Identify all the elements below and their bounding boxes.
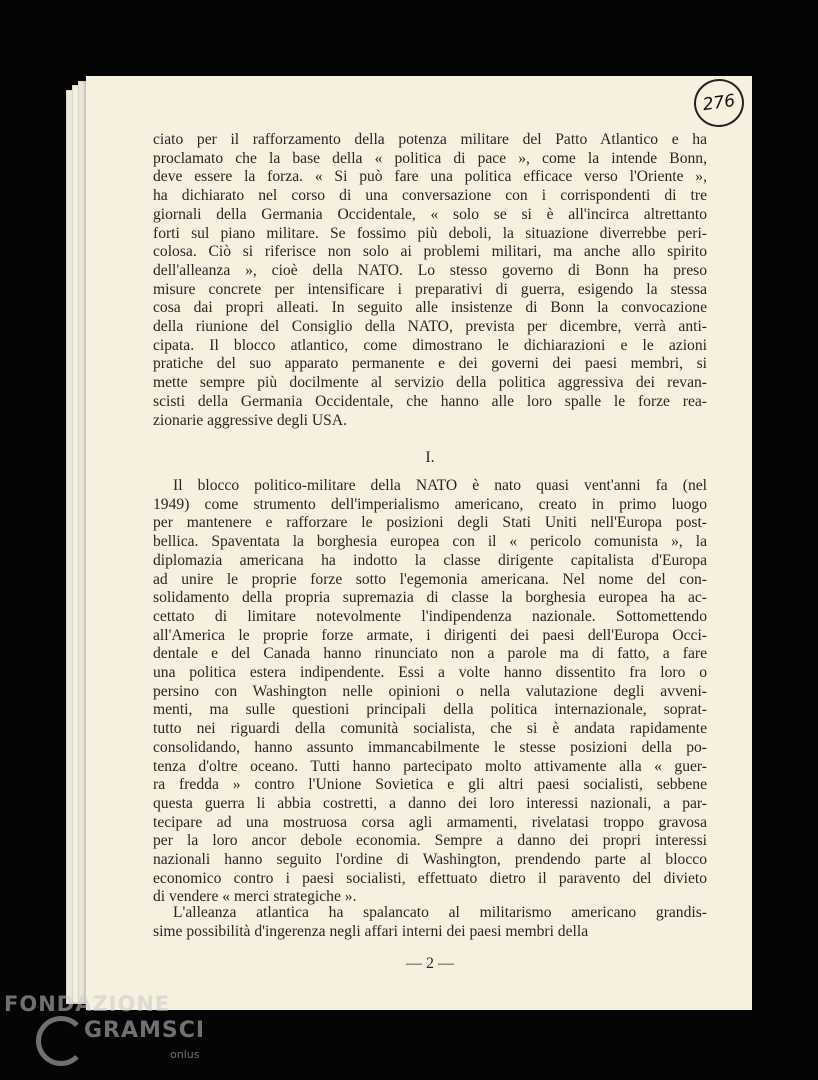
text-line: menti, ma sulle questioni principali della politica internazionale, soprat- (153, 701, 707, 719)
text-line: pratiche del suo apparato permanente e dei governi dei paesi membri, si (153, 355, 707, 373)
text-line: zionarie aggressive degli USA. (153, 411, 348, 429)
text-line: misure concrete per intensificare i preparativi di guerra, esigendo la stessa (153, 280, 707, 298)
archive-watermark (4, 990, 204, 1070)
text-line: cipata. Il blocco atlantico, come dimostrano le dichiarazioni e le azioni (153, 336, 707, 354)
text-line: ad unire le proprie forze sotto l'egemonia americana. Nel nome del con- (153, 570, 707, 588)
paragraph-nato-origins (153, 477, 707, 907)
watermark-main-text: GRAMSCI (84, 1018, 206, 1043)
text-line: Il blocco politico-militare della NATO è nato quasi vent'anni fa (nel (173, 477, 707, 494)
text-line: colosa. Ciò si riferisce non solo ai problemi militari, ma anche allo spirito (153, 243, 707, 261)
watermark-sub-text: onlus (170, 1048, 200, 1061)
text-line: per mantenere e rafforzare le posizioni degli Stati Uniti nell'Europa post- (153, 514, 707, 532)
text-line: L'alleanza atlantica ha spalancato al militarismo americano grandis- (173, 904, 707, 921)
paragraph-continuation (153, 131, 707, 430)
text-line: ra fredda » contro l'Unione Sovietica e gli altri paesi socialisti, sebbene (153, 776, 707, 794)
text-line: dell'alleanza », cioè della NATO. Lo stesso governo di Bonn ha preso (153, 261, 707, 279)
text-line: all'America le proprie forze armate, i dirigenti dei paesi dell'Europa Occi- (153, 626, 707, 644)
text-line: nazionali hanno seguito l'ordine di Washington, prendendo parte al blocco (153, 851, 707, 869)
watermark-top-text: FONDAZIONE (4, 992, 171, 1016)
text-line: cosa dai propri alleati. In seguito alle insistenze di Bonn la convocazione (153, 299, 707, 317)
text-line: bellica. Spaventata la borghesia europea con il « pericolo comunista », la (153, 533, 707, 551)
text-line: proclamato che la base della « politica di pace », come la intende Bonn, (153, 149, 707, 167)
text-line: solidamento della propria supremazia di classe la borghesia europea ha ac- (153, 589, 707, 607)
text-line: tutto nei riguardi della comunità socialista, che si è andata rapidamente (153, 720, 707, 738)
text-line: della riunione del Consiglio della NATO, prevista per dicembre, verrà anti- (153, 318, 707, 336)
text-line: una politica estera indipendente. Essi a volte hanno dissentito fra loro o (153, 664, 707, 682)
section-heading: I. (425, 449, 435, 466)
paragraph-alliance (153, 904, 707, 941)
text-line: persino con Washington nelle opinioni o nella valutazione degli avveni- (153, 682, 707, 700)
text-line: ciato per il rafforzamento della potenza militare del Patto Atlantico e ha (153, 131, 707, 148)
text-line: tenza d'oltre oceano. Tutti hanno partecipato molto attivamente alla « guer- (153, 757, 707, 775)
text-line: per la loro ancor debole economia. Sempre a danno dei propri interessi (153, 832, 707, 850)
text-line: dentale e del Canada hanno rinunciato non a parole ma di fatto, a fare (153, 645, 707, 663)
text-line: scisti della Germania Occidentale, che hanno alle loro spalle le forze rea- (153, 392, 707, 410)
text-line: forti sul piano militare. Se fossimo più deboli, la situazione diverrebbe peri- (153, 224, 707, 242)
text-line: 1949) come strumento dell'imperialismo americano, creato in primo luogo (153, 495, 707, 513)
text-line: giornali della Germania Occidentale, « solo se si è all'incirca altrettanto (153, 205, 707, 223)
text-line: mette sempre più docilmente al servizio della politica aggressiva dei revan- (153, 374, 707, 392)
footer-page-number: — 2 — (406, 955, 454, 972)
text-line: tecipare ad una mostruosa corsa agli armamenti, rivelatasi troppo gravosa (153, 813, 707, 831)
text-line: diplomazia americana ha indotto la classe dirigente capitalista d'Europa (153, 551, 707, 569)
text-line: economico contro i paesi socialisti, effettuato dietro il paravento del divieto (153, 869, 707, 887)
text-line: cettato di limitare notevolmente l'indipendenza nazionale. Sottomettendo (153, 607, 707, 625)
text-line: di vendere « merci strategiche ». (153, 888, 357, 906)
text-line: consolidando, hanno assunto immancabilmente le stesse posizioni della po- (153, 738, 707, 756)
stamp-number: 276 (701, 90, 737, 116)
text-line: ha dichiarato nel corso di una conversazione con i corrispondenti di tre (153, 187, 707, 205)
text-line: sime possibilità d'ingerenza negli affari interni dei paesi membri della (153, 922, 589, 940)
watermark-g-logo-icon (36, 1016, 86, 1066)
text-line: questa guerra li abbia costretti, a danno dei loro interessi nazionali, a par- (153, 794, 707, 812)
text-line: deve essere la forza. « Si può fare una politica efficace verso l'Oriente », (153, 168, 707, 186)
